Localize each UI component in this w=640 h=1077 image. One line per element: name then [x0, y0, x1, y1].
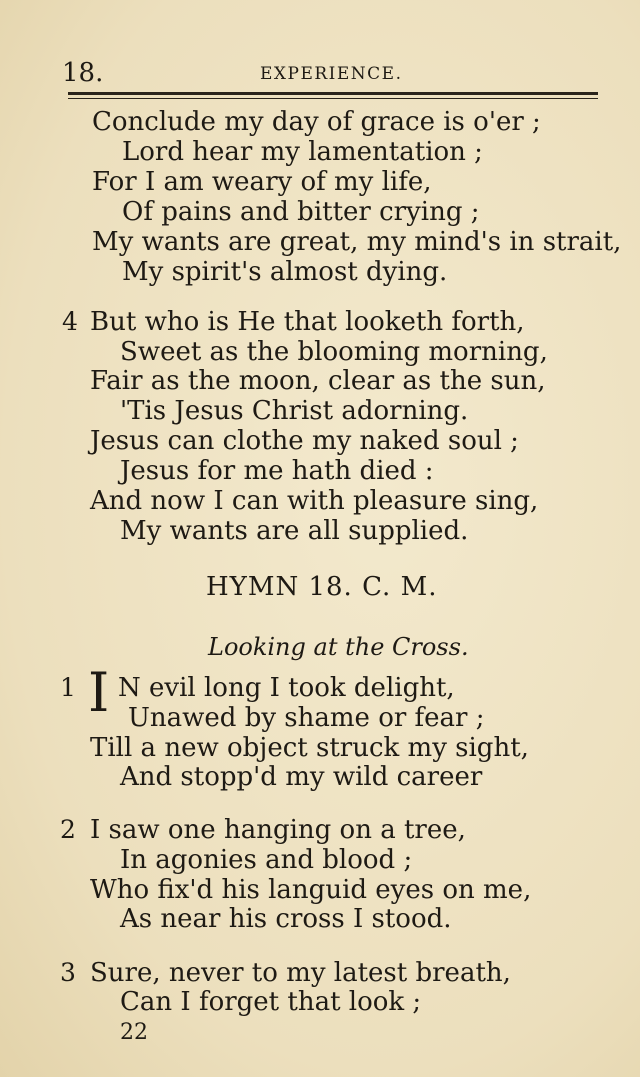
- verse-line: Of pains and bitter crying ;: [122, 197, 480, 227]
- verse-line: Jesus for me hath died :: [120, 456, 434, 486]
- verse-line: But who is He that looketh forth,: [90, 307, 525, 337]
- page-header: [62, 58, 602, 88]
- verse-line: Who fix'd his languid eyes on me,: [90, 875, 532, 905]
- running-title: EXPERIENCE.: [260, 64, 403, 84]
- stanza-number: 2: [60, 815, 76, 844]
- verse-line: And now I can with pleasure sing,: [90, 486, 539, 516]
- stanza-number: 4: [62, 307, 78, 336]
- verse-line: My spirit's almost dying.: [122, 257, 448, 287]
- verse-line: N evil long I took delight,: [118, 673, 455, 703]
- verse-line: In agonies and blood ;: [120, 845, 413, 875]
- stanza-number: 1: [60, 673, 76, 702]
- verse-line: And stopp'd my wild career: [120, 762, 483, 792]
- verse-line: Sure, never to my latest breath,: [90, 958, 511, 988]
- page-number: 18.: [62, 58, 104, 88]
- hymn-subtitle: Looking at the Cross.: [208, 633, 469, 661]
- verse-line: I saw one hanging on a tree,: [90, 815, 466, 845]
- hymn-title: HYMN 18. C. M.: [206, 572, 438, 602]
- verse-line: Unawed by shame or fear ;: [128, 703, 485, 733]
- verse-line: Fair as the moon, clear as the sun,: [90, 366, 546, 396]
- stanza-number: 3: [60, 958, 76, 987]
- verse-line: My wants are all supplied.: [120, 516, 469, 546]
- verse-line: As near his cross I stood.: [120, 904, 452, 934]
- header-rule-thin: [68, 98, 598, 99]
- verse-line: Conclude my day of grace is o'er ;: [92, 107, 541, 137]
- header-rule-thick: [68, 92, 598, 95]
- verse-line: Sweet as the blooming morning,: [120, 337, 548, 367]
- verse-line: For I am weary of my life,: [92, 167, 432, 197]
- drop-cap: I: [88, 661, 110, 724]
- verse-line: Can I forget that look ;: [120, 987, 422, 1017]
- verse-line: 'Tis Jesus Christ adorning.: [120, 396, 469, 426]
- verse-line: Till a new object struck my sight,: [90, 733, 529, 763]
- verse-line: Jesus can clothe my naked soul ;: [90, 426, 519, 456]
- verse-line: My wants are great, my mind's in strait,: [92, 227, 622, 257]
- signature-mark: 22: [120, 1020, 148, 1045]
- verse-line: Lord hear my lamentation ;: [122, 137, 483, 167]
